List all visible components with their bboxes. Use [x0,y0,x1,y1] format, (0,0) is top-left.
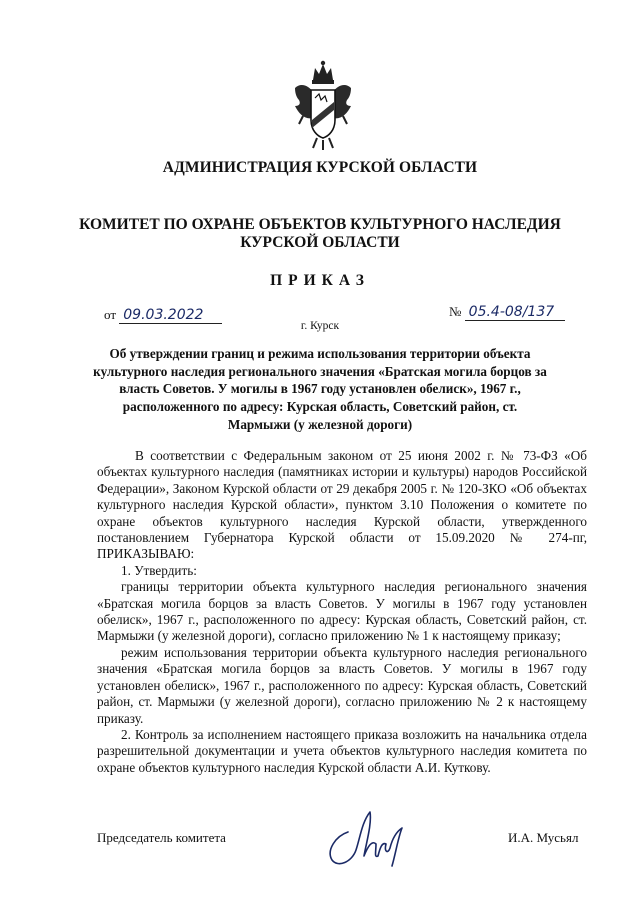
handwritten-number: 05.4-08/137 [465,304,565,321]
city-label: г. Курск [300,320,340,332]
body-paragraph-boundaries: границы территории объекта культурного наследия регионального значения «Братская могила борцов за власть Советов. У могилы в 1967 году установлен обелиск», 1967 г., расположенного по адресу: Курская область, Советский район, ст. Мармыжи (у железной дороги), согласно приложению № 1 к настоящему приказу; [97,579,587,644]
body-paragraph-item1: 1. Утвердить: [121,562,197,578]
signatory-position: Председатель комитета [97,830,226,845]
number-prefix: № [449,304,462,319]
number-row [449,304,565,321]
handwritten-signature [318,804,408,874]
document-title: Об утверждении границ и режима использования территории объекта культурного наследия регионального значения «Братская могила борцов за власть Советов. У могилы в 1967 году установлен обелиск», 1967 г., расположенного по адресу: Курская область, Советский район, ст. Мармыжи (у железной дороги) [93,346,547,432]
document-type-heading: ПРИКАЗ [270,272,370,289]
signatory-name: И.А. Мусьял [508,830,579,845]
administration-heading: АДМИНИСТРАЦИЯ КУРСКОЙ ОБЛАСТИ [162,159,478,176]
handwritten-date: 09.03.2022 [119,307,222,324]
coat-of-arms-emblem [291,58,355,152]
committee-heading [0,216,640,252]
body-paragraph-preamble: В соответствии с Федеральным законом от 25 июня 2002 г. № 73-ФЗ «Об объектах культурного наследия (памятниках истории и культуры) народов Российской Федерации», Законом Курской области от 29 декабря 2005 г. № 120-ЗКО «Об объектах культурного наследия Курской области», пунктом 3.10 Положения о комитете по охране объектов культурного наследия Курской области, утвержденного постановлением Губернатора Курской области от 15.09.2020 № 274-пг, ПРИКАЗЫВАЮ: [97,448,587,562]
document-body [97,448,587,776]
committee-heading-line1: КОМИТЕТ ПО ОХРАНЕ ОБЪЕКТОВ КУЛЬТУРНОГО НАСЛЕДИЯ [79,216,561,233]
committee-heading-line2: КУРСКОЙ ОБЛАСТИ [240,234,400,251]
body-paragraph-regime: режим использования территории объекта культурного наследия регионального значения «Братская могила борцов за власть Советов. У могилы в 1967 году установлен обелиск», 1967 г., расположенного по адресу: Курская область, Советский район, ст. Мармыжи (у железной дороги), согласно приложению № 2 к настоящему приказу. [97,644,587,726]
date-prefix: от [104,307,117,322]
body-paragraph-item2: 2. Контроль за исполнением настоящего приказа возложить на начальника отдела разрешительной документации и учета объектов культурного наследия комитета по охране объектов культурного наследия Курской области А.И. Куткову. [97,726,587,775]
